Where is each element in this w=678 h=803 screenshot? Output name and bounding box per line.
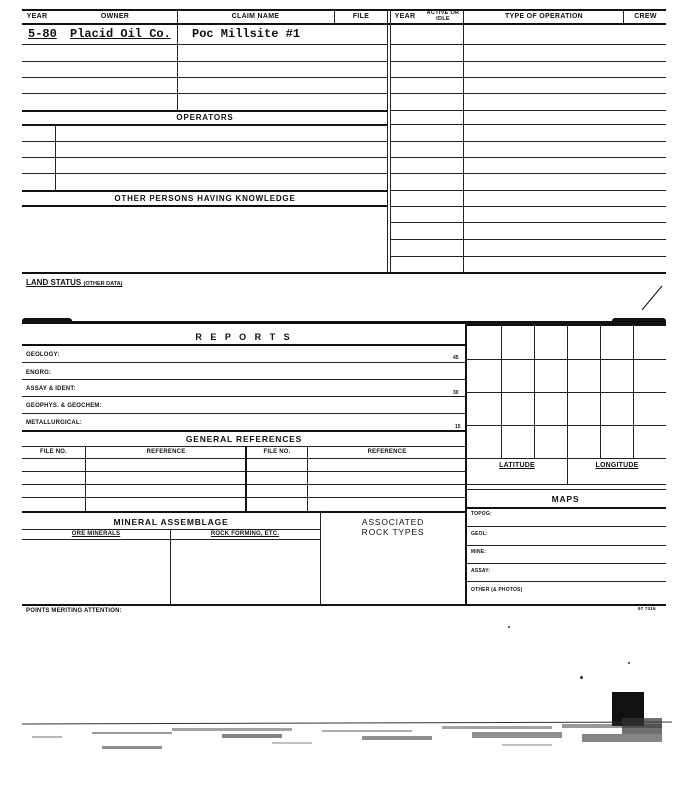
header-year: YEAR (26, 13, 48, 20)
scan-speck (628, 662, 630, 664)
right-row-line (390, 256, 666, 257)
right-row-line (390, 61, 666, 62)
gen-ref-col-divider (85, 446, 86, 511)
type-crew-divider (623, 9, 624, 23)
map-row-line (465, 545, 666, 546)
owner-row-line (22, 61, 388, 62)
right-row-line (390, 206, 666, 207)
operator-row-line (22, 157, 388, 158)
lat-long-bottom-line (465, 484, 666, 485)
grid-row-line (465, 359, 666, 360)
report-engrg: ENGRG: (26, 370, 52, 376)
report-row-line (22, 362, 466, 363)
maps-title: MAPS (551, 494, 580, 504)
right-row-line (390, 93, 666, 94)
right-row-line (390, 141, 666, 142)
main-divider-a (387, 9, 388, 273)
operators-top-line (22, 110, 388, 112)
header-type-of-operation: TYPE OF OPERATION (504, 13, 584, 20)
scan-speck (508, 626, 510, 628)
report-row-line (22, 379, 466, 380)
owner-row-line (22, 77, 388, 78)
gen-ref-header-file-1: FILE NO. (40, 449, 67, 455)
grid-col-line (501, 324, 502, 458)
map-geol: GEOL: (471, 531, 488, 537)
right-row-line (390, 190, 666, 191)
ore-rock-divider (170, 529, 171, 604)
pen-mark (640, 282, 666, 312)
header-file: FILE (352, 13, 370, 20)
map-row-line (465, 526, 666, 527)
scan-speck (580, 676, 583, 679)
gen-ref-title-line (22, 446, 466, 447)
operators-year-divider (55, 124, 56, 190)
points-meriting-attention: POINTS MERITING ATTENTION: (26, 608, 122, 614)
map-row-line (465, 581, 666, 582)
longitude-label: LONGITUDE (595, 462, 639, 469)
grid-col-line (633, 324, 634, 458)
map-assay: ASSAY: (471, 568, 491, 574)
grid-col-line (534, 324, 535, 458)
report-metallurgical: METALLURGICAL: (26, 420, 83, 426)
owner-row-line (22, 93, 388, 94)
header-active-or-idle: ACTIVE OR IDLE (426, 10, 460, 22)
report-geology-num: 45 (453, 355, 459, 361)
entry-owner: Placid Oil Co. (70, 27, 171, 41)
map-row-line (465, 563, 666, 564)
right-row-line (390, 222, 666, 223)
reports-bottom-line (22, 430, 466, 432)
header-bottom-border (22, 23, 666, 25)
top-table-bottom-border (22, 272, 666, 274)
gen-ref-header-reference-2: REFERENCE (367, 449, 407, 455)
grid-row-line (465, 458, 666, 459)
gen-ref-row-line (22, 497, 466, 498)
gen-ref-header-file-2: FILE NO. (263, 449, 291, 455)
header-crew: CREW (634, 13, 657, 20)
reports-title-line (22, 344, 466, 346)
other-persons-top-line (22, 190, 388, 192)
operator-row-line (22, 141, 388, 142)
report-assay: ASSAY & IDENT: (26, 386, 76, 392)
header-claim-name: CLAIM NAME (231, 13, 280, 20)
general-references-title: GENERAL REFERENCES (185, 434, 303, 444)
rock-types-label: ROCK TYPES (361, 527, 425, 537)
entry-claim-name: Poc Millsite #1 (192, 27, 301, 41)
grid-col-line (567, 324, 568, 484)
top-table-top-border (22, 9, 666, 11)
owner-row-line (22, 44, 388, 45)
report-row-line (22, 413, 466, 414)
operators-label-line (22, 124, 388, 126)
operator-row-line (22, 173, 388, 174)
land-status-sub: (OTHER DATA) (83, 281, 123, 287)
gen-ref-col-divider (245, 446, 247, 511)
gen-ref-header-reference-1: REFERENCE (146, 449, 186, 455)
mineral-title-line (22, 529, 320, 530)
grid-top-border (465, 324, 666, 326)
map-topog: TOPOG: (471, 511, 492, 517)
form-bottom-border (22, 604, 666, 606)
operators-label: OPERATORS (176, 113, 234, 122)
other-persons-label: OTHER PERSONS HAVING KNOWLEDGE (114, 194, 296, 203)
right-row-line (390, 239, 666, 240)
report-geology: GEOLOGY: (26, 352, 60, 358)
right-row-line (390, 110, 666, 111)
map-mine: MINE: (471, 549, 487, 555)
mineral-assemblage-title: MINERAL ASSEMBLAGE (113, 517, 229, 527)
right-row-line (390, 44, 666, 45)
maps-title-line (465, 507, 666, 509)
reports-title: R E P O R T S (195, 332, 293, 342)
header-year-2: YEAR (394, 13, 416, 20)
grid-row-line (465, 392, 666, 393)
report-assay-num: 30 (453, 390, 459, 396)
land-status-label (26, 278, 122, 287)
report-metallurgical-num: 15 (455, 424, 461, 430)
other-persons-label-line (22, 205, 388, 207)
owner-claim-divider (177, 9, 178, 110)
claim-file-divider (334, 9, 335, 23)
ore-minerals-label: ORE MINERALS (71, 531, 121, 537)
map-other: OTHER (& PHOTOS) (471, 587, 523, 593)
entry-year: 5-80 (28, 27, 57, 41)
report-row-line (22, 396, 466, 397)
band-smudge-left (22, 318, 72, 324)
gen-ref-row-line (22, 484, 466, 485)
grid-row-line (465, 425, 666, 426)
maps-top-line (465, 489, 666, 490)
associated-label: ASSOCIATED (361, 517, 425, 527)
grid-col-line (600, 324, 601, 458)
gen-ref-bottom-line (22, 511, 466, 513)
right-row-line (390, 77, 666, 78)
rock-forming-label: ROCK FORMING, ETC. (210, 531, 280, 537)
mineral-header-line (22, 539, 320, 540)
form-number: 97 7316 (638, 606, 656, 611)
right-row-line (390, 124, 666, 125)
right-row-line (390, 173, 666, 174)
right-row-line (390, 157, 666, 158)
gen-ref-col-divider (307, 446, 308, 511)
land-status-title: LAND STATUS (26, 278, 82, 287)
report-geophys: GEOPHYS. & GEOCHEM: (26, 403, 102, 409)
gen-ref-header-line (22, 458, 466, 459)
latitude-label: LATITUDE (499, 462, 535, 469)
gen-ref-row-line (22, 471, 466, 472)
header-owner: OWNER (100, 13, 130, 20)
scan-noise-band (22, 712, 672, 762)
